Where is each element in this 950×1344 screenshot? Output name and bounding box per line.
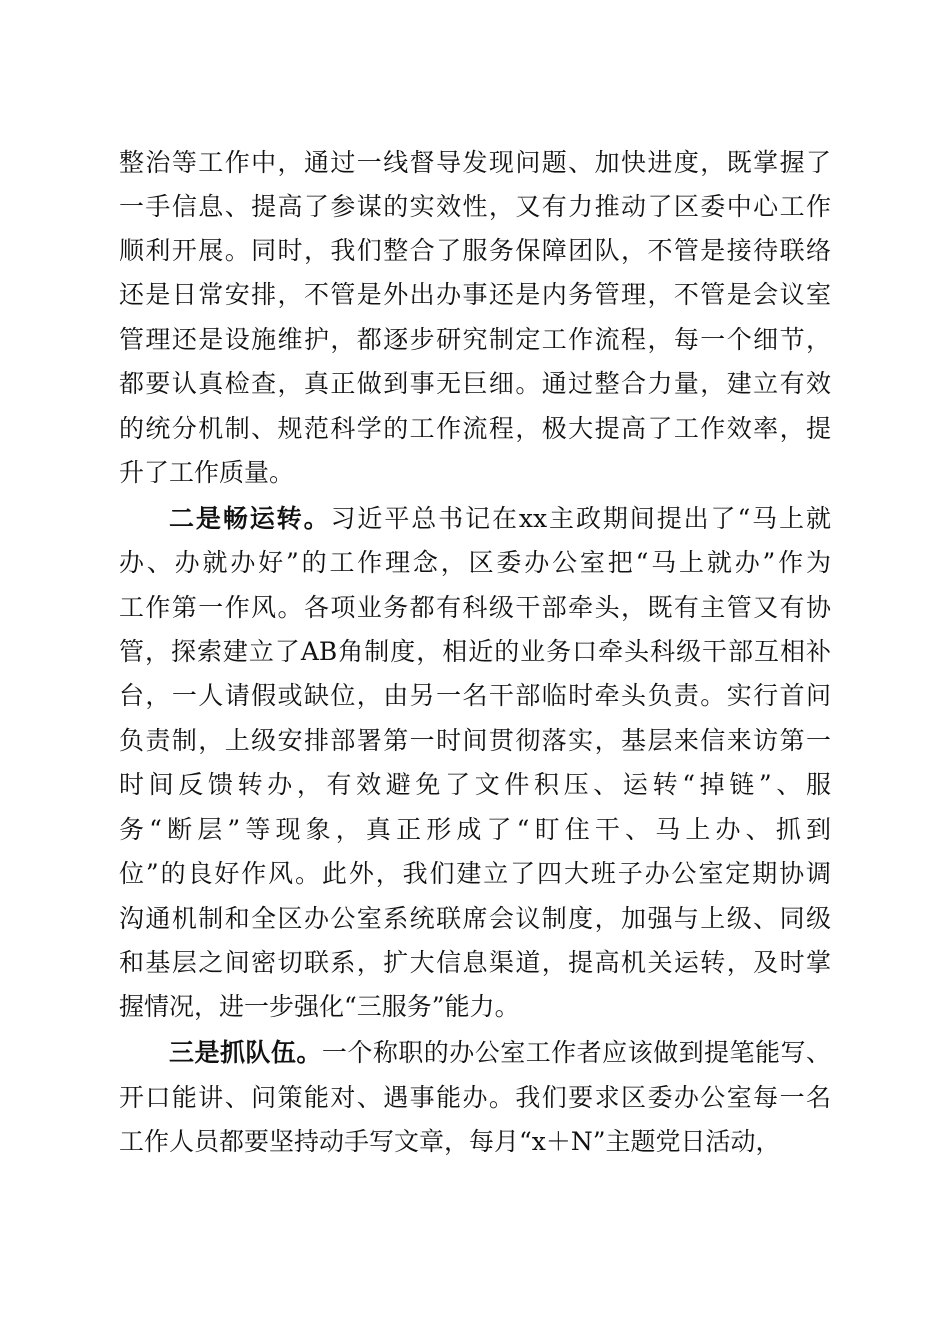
- para2-line-5: 台，一人请假或缺位，由另一名干部临时牵头负责。实行首问: [119, 681, 831, 710]
- para1-line-6: 都要认真检查，真正做到事无巨细。通过整合力量，建立有效: [119, 369, 831, 398]
- para2-line-6: 负责制，上级安排部署第一时间贯彻落实，基层来信来访第一: [119, 726, 831, 755]
- para2-line-7: 时间反馈转办，有效避免了文件积压、运转“掉链”、服: [119, 770, 831, 799]
- para2-line-9: 位”的良好作风。此外，我们建立了四大班子办公室定期协调: [119, 859, 831, 888]
- para2-first-rest: 习近平总书记在xx主政期间提出了“马上就: [330, 504, 831, 533]
- para3-line-2: 开口能讲、问策能对、遇事能办。我们要求区委办公室每一名: [119, 1083, 831, 1112]
- para3-heading: 三是抓队伍。: [169, 1038, 322, 1067]
- para2-line-3: 工作第一作风。各项业务都有科级干部牵头，既有主管又有协: [119, 593, 831, 622]
- para3-line-3: 工作人员都要坚持动手写文章，每月“x＋N”主题党日活动，: [119, 1127, 781, 1156]
- para2-line-1: [169, 499, 831, 539]
- para2-line-2: 办、办就办好”的工作理念，区委办公室把“马上就办”作为: [119, 548, 831, 577]
- para1-line-2: 一手信息、提高了参谋的实效性，又有力推动了区委中心工作: [119, 192, 831, 221]
- para2-line-10: 沟通机制和全区办公室系统联席会议制度，加强与上级、同级: [119, 904, 831, 933]
- para1-line-8: 升了工作质量。: [119, 458, 295, 487]
- para2-line-4: 管，探索建立了AB角制度，相近的业务口牵头科级干部互相补: [119, 637, 831, 666]
- para1-line-7: 的统分机制、规范科学的工作流程，极大提高了工作效率，提: [119, 414, 831, 443]
- para1-line-5: 管理还是设施维护，都逐步研究制定工作流程，每一个细节，: [119, 325, 831, 354]
- para2-line-8: 务“断层”等现象，真正形成了“盯住干、马上办、抓到: [119, 815, 831, 844]
- para2-line-12: 握情况，进一步强化“三服务”能力。: [119, 992, 520, 1021]
- para1-line-4: 还是日常安排，不管是外出办事还是内务管理，不管是会议室: [119, 280, 831, 309]
- para1-line-3: 顺利开展。同时，我们整合了服务保障团队，不管是接待联络: [119, 236, 831, 265]
- para2-line-11: 和基层之间密切联系，扩大信息渠道，提高机关运转，及时掌: [119, 948, 831, 977]
- para3-first-rest: 一个称职的办公室工作者应该做到提笔能写、: [321, 1038, 831, 1067]
- para1-line-1: 整治等工作中，通过一线督导发现问题、加快进度，既掌握了: [119, 148, 831, 177]
- para2-heading: 二是畅运转。: [169, 504, 331, 533]
- para3-line-1: [169, 1033, 831, 1073]
